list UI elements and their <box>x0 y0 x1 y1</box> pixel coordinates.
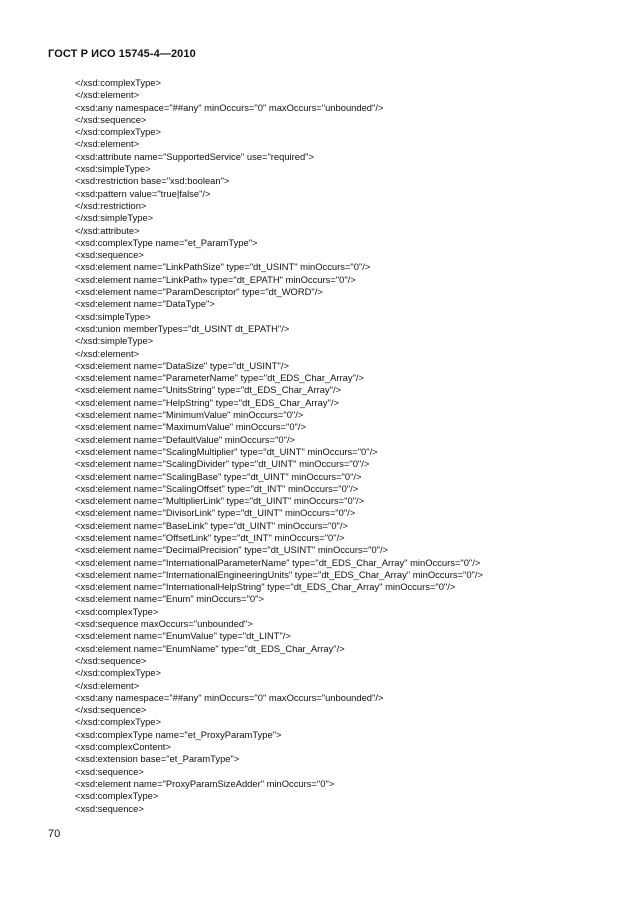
code-line: </xsd:attribute> <box>75 224 140 236</box>
code-line: <xsd:pattern value="true|false"/> <box>75 187 211 199</box>
code-line: <xsd:element name="DataSize" type="dt_USINT"/> <box>75 359 289 371</box>
code-line: <xsd:element name="OffsetLink" type="dt_INT" minOccurs="0"/> <box>75 531 345 543</box>
code-line: <xsd:complexType> <box>75 605 159 617</box>
code-line: <xsd:element name="ProxyParamSizeAdder" minOccurs="0"> <box>75 777 335 789</box>
xsd-code-listing <box>75 77 615 815</box>
code-line: <xsd:extension base="et_ParamType"> <box>75 753 240 765</box>
code-line: </xsd:element> <box>75 347 140 359</box>
code-line: <xsd:element name="InternationalEngineeringUnits" type="dt_EDS_Char_Array" minOccurs="0"/> <box>75 568 483 580</box>
code-line: <xsd:element name="DecimalPrecision" type="dt_USINT" minOccurs="0"/> <box>75 544 389 556</box>
code-line: <xsd:element name="ParamDescriptor" type="dt_WORD"/> <box>75 286 323 298</box>
code-line: <xsd:complexContent> <box>75 741 171 753</box>
code-line: <xsd:any namespace="##any" minOccurs="0" maxOccurs="unbounded"/> <box>75 691 384 703</box>
code-line: <xsd:element name="InternationalHelpString" type="dt_EDS_Char_Array" minOccurs="0"/> <box>75 581 456 593</box>
code-line: <xsd:element name="ParameterName" type="dt_EDS_Char_Array"/> <box>75 372 364 384</box>
document-header: ГОСТ Р ИСО 15745-4—2010 <box>48 48 196 60</box>
code-line: <xsd:element name="ScalingBase" type="dt_UINT" minOccurs="0"/> <box>75 470 362 482</box>
code-line: <xsd:element name="ScalingMultiplier" type="dt_UINT" minOccurs="0"/> <box>75 445 378 457</box>
code-line: <xsd:element name="MinimumValue" minOccurs="0"/> <box>75 409 304 421</box>
code-line: <xsd:sequence> <box>75 249 144 261</box>
code-line: <xsd:element name="ScalingDivider" type="dt_UINT" minOccurs="0"/> <box>75 458 370 470</box>
code-line: </xsd:restriction> <box>75 199 147 211</box>
code-line: <xsd:element name="InternationalParameterName" type="dt_EDS_Char_Array" minOccurs="0"/> <box>75 556 481 568</box>
code-line: <xsd:sequence maxOccurs="unbounded"> <box>75 618 253 630</box>
code-line: <xsd:complexType> <box>75 790 159 802</box>
code-line: <xsd:element name="EnumValue" type="dt_LINT"/> <box>75 630 291 642</box>
code-line: </xsd:element> <box>75 89 140 101</box>
code-line: <xsd:any namespace="##any" minOccurs="0" maxOccurs="unbounded"/> <box>75 101 384 113</box>
code-line: <xsd:element name="BaseLink" type="dt_UINT" minOccurs="0"/> <box>75 519 348 531</box>
code-line: <xsd:element name="ScalingOffset" type="dt_INT" minOccurs="0"/> <box>75 482 359 494</box>
code-line: <xsd:simpleType> <box>75 163 151 175</box>
code-line: <xsd:element name="DataType"> <box>75 298 215 310</box>
code-line: </xsd:sequence> <box>75 654 147 666</box>
code-line: </xsd:complexType> <box>75 667 161 679</box>
code-line: <xsd:element name="MultiplierLink" type="dt_UINT" minOccurs="0"/> <box>75 495 365 507</box>
code-line: </xsd:simpleType> <box>75 212 154 224</box>
code-line: <xsd:attribute name="SupportedService" use="required"> <box>75 150 314 162</box>
code-line: <xsd:element name="LinkPathSize" type="dt_USINT" minOccurs="0"/> <box>75 261 371 273</box>
code-line: </xsd:sequence> <box>75 113 147 125</box>
code-line: </xsd:sequence> <box>75 704 147 716</box>
code-line: </xsd:complexType> <box>75 716 161 728</box>
code-line: <xsd:complexType name="et_ProxyParamType"> <box>75 728 282 740</box>
code-line: <xsd:element name="Enum" minOccurs="0"> <box>75 593 264 605</box>
code-line: <xsd:sequence> <box>75 765 144 777</box>
code-line: <xsd:sequence> <box>75 802 144 814</box>
page-number: 70 <box>48 828 61 840</box>
code-line: <xsd:element name="DefaultValue" minOccurs="0"/> <box>75 433 296 445</box>
code-line: </xsd:simpleType> <box>75 335 154 347</box>
code-line: </xsd:element> <box>75 679 140 691</box>
code-line: <xsd:element name="HelpString" type="dt_EDS_Char_Array"/> <box>75 396 339 408</box>
code-line: <xsd:complexType name="et_ParamType"> <box>75 236 258 248</box>
code-line: <xsd:element name="DivisorLink" type="dt_UINT" minOccurs="0"/> <box>75 507 356 519</box>
code-line: <xsd:simpleType> <box>75 310 151 322</box>
code-line: </xsd:complexType> <box>75 126 161 138</box>
code-line: <xsd:element name="UnitsString" type="dt_EDS_Char_Array"/> <box>75 384 342 396</box>
code-line: <xsd:element name="MaximumValue" minOccurs="0"/> <box>75 421 306 433</box>
code-line: <xsd:element name="EnumName" type="dt_EDS_Char_Array"/> <box>75 642 345 654</box>
code-line: <xsd:union memberTypes="dt_USINT dt_EPATH"/> <box>75 322 290 334</box>
code-line: <xsd:restriction base="xsd:boolean"> <box>75 175 230 187</box>
code-line: </xsd:element> <box>75 138 140 150</box>
code-line: </xsd:complexType> <box>75 77 161 88</box>
code-line: <xsd:element name="LinkPath» type="dt_EPATH" minOccurs="0"/> <box>75 273 356 285</box>
